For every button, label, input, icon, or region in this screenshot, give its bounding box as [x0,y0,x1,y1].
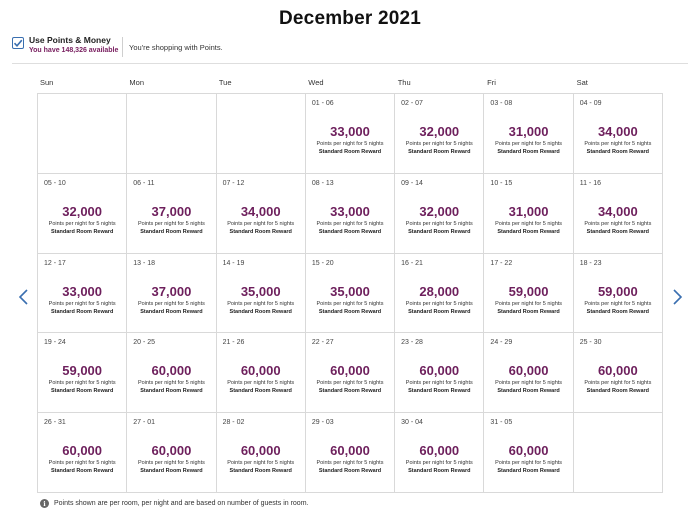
points-value: 32,000 [419,203,460,219]
calendar-cell-empty [574,413,663,493]
per-night-label: Points per night for 5 nights [584,380,652,387]
per-night-label: Points per night for 5 nights [405,220,473,227]
per-night-label: Points per night for 5 nights [495,300,563,307]
calendar-cell[interactable] [127,254,216,334]
calendar-cell[interactable] [217,413,306,493]
points-value: 60,000 [419,363,460,379]
reward-type-label: Standard Room Reward [586,228,650,235]
reward-type-label: Standard Room Reward [50,388,114,395]
calendar-grid [37,93,663,493]
per-night-label: Points per night for 5 nights [227,300,295,307]
points-value: 32,000 [62,203,103,219]
date-range: 30 - 04 [401,419,423,427]
date-range: 21 - 26 [222,339,245,347]
per-night-label: Points per night for 5 nights [405,141,473,147]
calendar-cell[interactable] [38,333,127,413]
points-value: 33,000 [62,283,103,299]
calendar-cell[interactable] [574,333,663,413]
points-value: 34,000 [240,203,281,219]
calendar-cell[interactable] [395,254,484,334]
points-value: 60,000 [508,363,549,379]
weekday-label: Sun [40,78,54,87]
points-money-toggle[interactable] [12,35,118,55]
reward-type-label: Standard Room Reward [497,228,560,235]
calendar-cell[interactable] [484,413,573,493]
calendar-cell[interactable] [38,254,127,334]
date-range: 25 - 30 [579,339,602,347]
date-range: 10 - 15 [490,179,513,187]
calendar-cell-empty [127,94,216,174]
reward-type-label: Standard Room Reward [318,388,382,395]
per-night-label: Points per night for 5 nights [227,460,295,467]
checkmark-icon [13,38,23,48]
reward-type-label: Standard Room Reward [50,308,114,315]
per-night-label: Points per night for 5 nights [584,141,652,147]
points-value: 37,000 [151,203,192,219]
weekday-label: Fri [487,78,496,87]
points-value: 59,000 [62,363,103,379]
per-night-label: Points per night for 5 nights [584,220,652,227]
date-range: 23 - 28 [401,339,423,347]
points-value: 31,000 [508,124,549,139]
reward-type-label: Standard Room Reward [50,468,114,475]
per-night-label: Points per night for 5 nights [405,300,473,307]
per-night-label: Points per night for 5 nights [495,220,563,227]
reward-type-label: Standard Room Reward [318,228,382,235]
per-night-label: Points per night for 5 nights [48,380,116,387]
per-night-label: Points per night for 5 nights [48,220,116,227]
reward-type-label: Standard Room Reward [140,228,203,235]
weekday-label: Thu [397,78,411,87]
date-range: 26 - 31 [44,419,66,427]
next-month-button[interactable] [670,288,684,306]
per-night-label: Points per night for 5 nights [316,141,384,147]
date-range: 28 - 02 [222,419,245,427]
per-night-label: Points per night for 5 nights [316,380,384,387]
reward-type-label: Standard Room Reward [586,149,650,155]
points-value: 33,000 [330,124,370,139]
chevron-right-icon [670,288,684,306]
reward-type-label: Standard Room Reward [229,308,292,315]
footnote-text: Points shown are per room, per night and are based on number of guests in room. [54,500,309,507]
per-night-label: Points per night for 5 nights [495,141,563,147]
footnote [40,499,308,508]
weekday-label: Tue [218,78,232,87]
date-range: 16 - 21 [401,259,423,267]
per-night-label: Points per night for 5 nights [316,220,384,227]
calendar-cell-empty [38,94,127,174]
points-value: 34,000 [597,124,638,139]
reward-type-label: Standard Room Reward [497,149,560,155]
per-night-label: Points per night for 5 nights [137,300,205,307]
date-range: 06 - 11 [133,179,155,187]
points-value: 37,000 [151,283,192,299]
per-night-label: Points per night for 5 nights [48,300,116,307]
date-range: 31 - 05 [490,419,513,427]
reward-type-label: Standard Room Reward [318,308,382,315]
per-night-label: Points per night for 5 nights [227,220,295,227]
per-night-label: Points per night for 5 nights [137,460,205,467]
date-range: 17 - 22 [490,259,513,267]
points-value: 60,000 [508,443,549,459]
date-range: 01 - 06 [311,100,334,107]
reward-type-label: Standard Room Reward [408,149,471,155]
reward-type-label: Standard Room Reward [586,308,650,315]
reward-type-label: Standard Room Reward [50,228,114,235]
reward-type-label: Standard Room Reward [229,228,292,235]
per-night-label: Points per night for 5 nights [584,300,652,307]
points-value: 60,000 [240,363,281,379]
date-range: 12 - 17 [44,259,66,267]
date-range: 04 - 09 [579,100,602,107]
date-range: 09 - 14 [401,179,423,187]
weekday-label: Sat [576,78,588,87]
calendar-cell[interactable] [127,174,216,254]
chevron-left-icon [17,288,31,306]
per-night-label: Points per night for 5 nights [405,460,473,467]
date-range: 14 - 19 [222,259,245,267]
per-night-label: Points per night for 5 nights [227,380,295,387]
points-value: 60,000 [597,363,638,379]
reward-type-label: Standard Room Reward [140,388,203,395]
points-value: 60,000 [330,363,370,379]
date-range: 05 - 10 [44,179,66,187]
points-available: You have 148,326 available [29,47,119,54]
date-range: 11 - 16 [579,179,601,187]
per-night-label: Points per night for 5 nights [48,460,116,467]
date-range: 13 - 18 [133,259,156,267]
reward-type-label: Standard Room Reward [408,468,471,475]
date-range: 02 - 07 [401,100,423,107]
header-rule [12,63,688,64]
reward-type-label: Standard Room Reward [497,308,560,315]
points-value: 60,000 [62,443,103,459]
calendar-cell[interactable] [38,413,127,493]
header-divider [122,37,123,57]
per-night-label: Points per night for 5 nights [137,380,205,387]
per-night-label: Points per night for 5 nights [495,460,563,467]
per-night-label: Points per night for 5 nights [405,380,473,387]
date-range: 08 - 13 [311,179,334,187]
points-value: 31,000 [508,203,549,219]
calendar-cell[interactable] [395,174,484,254]
date-range: 18 - 23 [579,259,602,267]
calendar-cell[interactable] [306,254,395,334]
reward-type-label: Standard Room Reward [408,228,471,235]
date-range: 15 - 20 [311,259,334,267]
calendar-cell[interactable] [574,94,663,174]
reward-type-label: Standard Room Reward [497,468,560,475]
reward-type-label: Standard Room Reward [140,468,203,475]
reward-type-label: Standard Room Reward [318,149,382,155]
reward-type-label: Standard Room Reward [497,388,560,395]
weekday-label: Wed [308,78,324,87]
date-range: 29 - 03 [311,419,334,427]
calendar-cell[interactable] [306,174,395,254]
points-value: 60,000 [240,443,281,459]
date-range: 27 - 01 [133,419,156,427]
date-range: 03 - 08 [490,100,513,107]
calendar-cell[interactable] [217,254,306,334]
calendar-cell[interactable] [395,94,484,174]
weekday-label: Mon [129,78,145,87]
points-value: 60,000 [330,443,370,459]
shopping-note: You're shopping with Points. [129,43,223,52]
calendar-cell[interactable] [574,174,663,254]
calendar-cell[interactable] [38,174,127,254]
reward-type-label: Standard Room Reward [586,388,650,395]
calendar-cell[interactable] [217,174,306,254]
points-money-checkbox[interactable] [12,37,24,49]
per-night-label: Points per night for 5 nights [316,460,384,467]
calendar-cell[interactable] [395,413,484,493]
reward-type-label: Standard Room Reward [229,468,292,475]
date-range: 07 - 12 [222,179,245,187]
info-icon: i [40,499,49,508]
reward-type-label: Standard Room Reward [140,308,203,315]
calendar-cell[interactable] [484,254,573,334]
calendar-cell[interactable] [306,94,395,174]
calendar-cell-empty [217,94,306,174]
points-value: 28,000 [419,283,460,299]
calendar-cell[interactable] [306,413,395,493]
points-value: 60,000 [419,443,460,459]
per-night-label: Points per night for 5 nights [495,380,563,387]
points-value: 35,000 [240,283,281,299]
date-range: 20 - 25 [133,339,156,347]
reward-type-label: Standard Room Reward [408,308,471,315]
calendar-cell[interactable] [395,333,484,413]
calendar-cell[interactable] [217,333,306,413]
reward-type-label: Standard Room Reward [318,468,382,475]
calendar-cell[interactable] [127,413,216,493]
points-value: 59,000 [508,283,549,299]
per-night-label: Points per night for 5 nights [316,300,384,307]
calendar-cell[interactable] [306,333,395,413]
reward-type-label: Standard Room Reward [229,388,292,395]
reward-type-label: Standard Room Reward [408,388,471,395]
points-value: 60,000 [151,363,192,379]
calendar-cell[interactable] [484,94,573,174]
calendar-cell[interactable] [127,333,216,413]
date-range: 19 - 24 [44,339,66,347]
calendar-cell[interactable] [484,174,573,254]
weekday-header [37,78,663,87]
date-range: 22 - 27 [311,339,334,347]
points-value: 60,000 [151,443,192,459]
per-night-label: Points per night for 5 nights [137,220,205,227]
calendar-cell[interactable] [484,333,573,413]
points-value: 33,000 [330,203,370,219]
points-value: 34,000 [597,203,638,219]
month-title: December 2021 [278,8,422,29]
points-value: 59,000 [597,283,638,299]
date-range: 24 - 29 [490,339,513,347]
points-value: 35,000 [330,283,370,299]
points-money-label: Use Points & Money [29,35,111,45]
calendar-cell[interactable] [574,254,663,334]
previous-month-button[interactable] [17,288,31,306]
points-value: 32,000 [419,124,460,139]
